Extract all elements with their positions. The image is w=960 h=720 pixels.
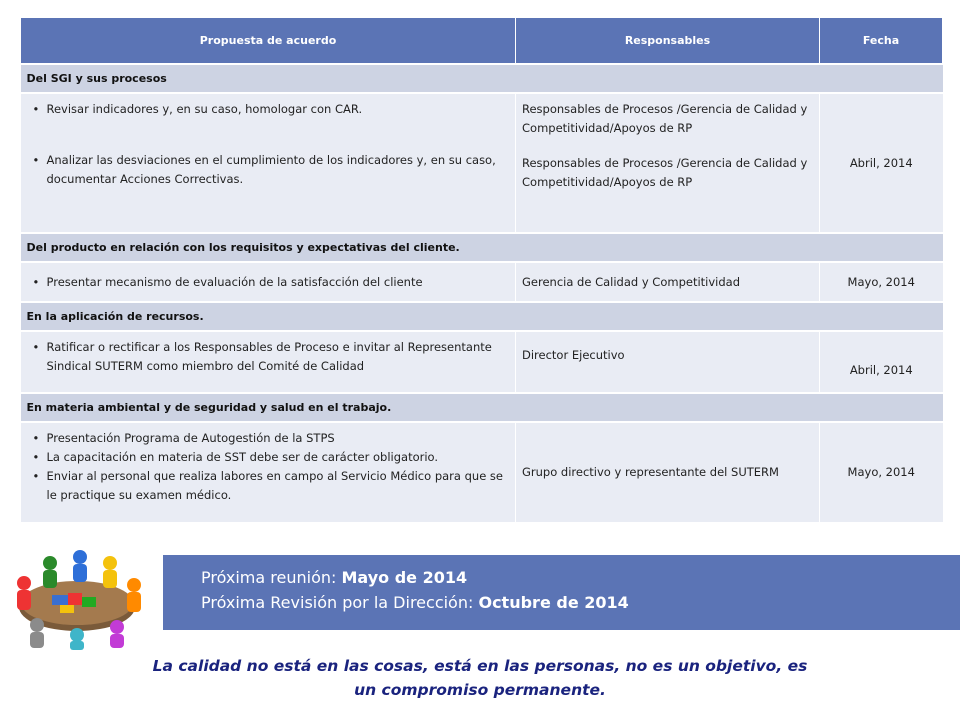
next-meeting-label: Próxima reunión: xyxy=(201,568,337,587)
responsable-text: Responsables de Procesos /Gerencia de Calidad y Competitividad/Apoyos de RP xyxy=(522,102,808,135)
section-title: Del producto en relación con los requisitos y expectativas del cliente. xyxy=(21,233,943,262)
next-review-value: Octubre de 2014 xyxy=(478,593,629,612)
responsable-text: Responsables de Procesos /Gerencia de Calidad y Competitividad/Apoyos de RP xyxy=(522,156,808,189)
table-row xyxy=(21,262,943,302)
section-row xyxy=(21,302,943,331)
proposal-item: • Presentar mecanismo de evaluación de la satisfacción del cliente xyxy=(47,273,510,292)
table-row xyxy=(21,93,943,233)
date-cell: Mayo, 2014 xyxy=(820,262,943,302)
section-title: En materia ambiental y de seguridad y salud en el trabajo. xyxy=(21,393,943,422)
agreements-table xyxy=(20,17,943,522)
quality-quote: La calidad no está en las cosas, está en las personas, no es un objetivo, es un compromiso permanente. xyxy=(152,657,808,699)
date-cell: Abril, 2014 xyxy=(820,331,943,393)
next-review-label: Próxima Revisión por la Dirección: xyxy=(201,593,474,612)
header-propuesta: Propuesta de acuerdo xyxy=(21,18,516,65)
responsable-text: Gerencia de Calidad y Competitividad xyxy=(522,274,741,289)
proposal-cell xyxy=(21,93,516,233)
proposal-item: • La capacitación en materia de SST debe ser de carácter obligatorio. xyxy=(47,448,510,467)
table-row xyxy=(21,331,943,393)
next-meeting-line xyxy=(201,568,467,587)
proposal-cell xyxy=(21,331,516,393)
next-review-line xyxy=(201,593,629,612)
responsable-text: Director Ejecutivo xyxy=(522,348,625,362)
header-fecha: Fecha xyxy=(820,18,943,65)
header-responsables: Responsables xyxy=(516,18,820,65)
section-title: Del SGI y sus procesos xyxy=(21,64,943,93)
table-row xyxy=(21,422,943,522)
proposal-cell xyxy=(21,422,516,522)
proposal-item: • Analizar las desviaciones en el cumplimiento de los indicadores y, en su caso, documentar Acciones Correctivas. xyxy=(47,151,510,189)
section-row xyxy=(21,393,943,422)
proposal-item: • Ratificar o rectificar a los Responsables de Proceso e invitar al Representante Sindical SUTERM como miembro del Comité de Calidad xyxy=(47,338,510,376)
table-header-row xyxy=(21,18,943,65)
responsable-text: Grupo directivo y representante del SUTERM xyxy=(522,465,779,479)
date-cell: Mayo, 2014 xyxy=(820,422,943,522)
proposal-item: • Presentación Programa de Autogestión de la STPS xyxy=(47,429,510,448)
proposal-item: • Enviar al personal que realiza labores en campo al Servicio Médico para que se le practique su examen médico. xyxy=(47,467,510,505)
proposal-cell xyxy=(21,262,516,302)
section-title: En la aplicación de recursos. xyxy=(21,302,943,331)
responsables-cell xyxy=(516,262,820,302)
next-meeting-value: Mayo de 2014 xyxy=(341,568,468,587)
meeting-clipart-icon xyxy=(2,545,152,650)
section-row xyxy=(21,64,943,93)
date-cell: Abril, 2014 xyxy=(820,93,943,233)
responsables-cell xyxy=(516,93,820,233)
responsables-cell xyxy=(516,331,820,393)
next-meeting-banner xyxy=(163,555,960,630)
section-row xyxy=(21,233,943,262)
responsables-cell xyxy=(516,422,820,522)
proposal-item: • Revisar indicadores y, en su caso, homologar con CAR. xyxy=(47,100,510,119)
